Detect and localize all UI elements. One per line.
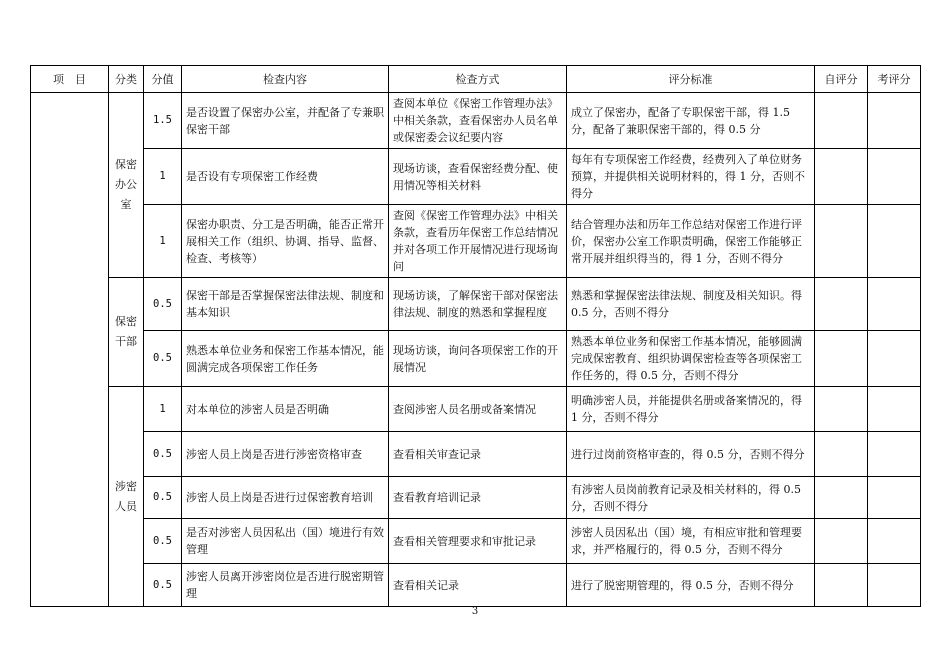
self-score-cell[interactable] [815,432,868,477]
self-score-cell[interactable] [815,205,868,278]
category-cell: 涉密人员 [109,387,144,607]
header-category: 分类 [109,66,144,93]
content-cell: 保密办职责、分工是否明确，能否正常开展相关工作（组织、协调、指导、监督、检查、考核等） [182,205,389,278]
score-cell: 0.5 [144,477,182,519]
exam-score-cell[interactable] [868,93,921,149]
standard-cell: 熟悉和掌握保密法律法规、制度及相关知识。得 0.5 分，否则不得分 [567,278,815,331]
method-cell: 查阅涉密人员名册或备案情况 [389,387,567,432]
content-cell: 熟悉本单位业务和保密工作基本情况，能圆满完成各项保密工作任务 [182,331,389,387]
exam-score-cell[interactable] [868,519,921,564]
self-score-cell[interactable] [815,564,868,607]
exam-score-cell[interactable] [868,205,921,278]
content-cell: 涉密人员上岗是否进行过保密教育培训 [182,477,389,519]
exam-score-cell[interactable] [868,432,921,477]
table-row [31,205,921,278]
score-cell: 0.5 [144,432,182,477]
standard-cell: 进行过岗前资格审查的，得 0.5 分，否则不得分 [567,432,815,477]
score-cell: 0.5 [144,331,182,387]
method-cell: 查阅《保密工作管理办法》中相关条款，查看历年保密工作总结情况并对各项工作开展情况进行现场询问 [389,205,567,278]
score-cell: 1 [144,387,182,432]
table-row [31,387,921,432]
exam-score-cell[interactable] [868,477,921,519]
standard-cell: 进行了脱密期管理的，得 0.5 分，否则不得分 [567,564,815,607]
table-row [31,477,921,519]
method-cell: 现场访谈，了解保密干部对保密法律法规、制度的熟悉和掌握程度 [389,278,567,331]
inspection-table [30,65,921,607]
score-cell: 0.5 [144,278,182,331]
score-cell: 1.5 [144,93,182,149]
standard-cell: 结合管理办法和历年工作总结对保密工作进行评价，保密办公室工作职责明确，保密工作能够正常开展并组织得当的，得 1 分，否则不得分 [567,205,815,278]
content-cell: 保密干部是否掌握保密法律法规、制度和基本知识 [182,278,389,331]
self-score-cell[interactable] [815,278,868,331]
score-cell: 0.5 [144,564,182,607]
table-row [31,93,921,149]
self-score-cell[interactable] [815,387,868,432]
score-cell: 0.5 [144,519,182,564]
standard-cell: 涉密人员因私出（国）境，有相应审批和管理要求，并严格履行的，得 0.5 分，否则不得分 [567,519,815,564]
self-score-cell[interactable] [815,331,868,387]
category-cell: 保密办公室 [109,93,144,278]
project-cell [31,93,109,607]
method-cell: 查看相关审查记录 [389,432,567,477]
content-cell: 对本单位的涉密人员是否明确 [182,387,389,432]
header-project: 项 目 [31,66,109,93]
method-cell: 查看教育培训记录 [389,477,567,519]
exam-score-cell[interactable] [868,278,921,331]
self-score-cell[interactable] [815,477,868,519]
exam-score-cell[interactable] [868,387,921,432]
self-score-cell[interactable] [815,93,868,149]
standard-cell: 每年有专项保密工作经费，经费列入了单位财务预算，并提供相关说明材料的，得 1 分，否则不得分 [567,149,815,205]
self-score-cell[interactable] [815,519,868,564]
standard-cell: 成立了保密办，配备了专职保密干部，得 1.5 分，配备了兼职保密干部的，得 0.5 分 [567,93,815,149]
table-row [31,149,921,205]
score-cell: 1 [144,205,182,278]
exam-score-cell[interactable] [868,149,921,205]
content-cell: 涉密人员上岗是否进行涉密资格审查 [182,432,389,477]
method-cell: 查看相关记录 [389,564,567,607]
score-cell: 1 [144,149,182,205]
table-row [31,278,921,331]
method-cell: 查阅本单位《保密工作管理办法》中相关条款，查看保密办人员名单或保密委会议纪要内容 [389,93,567,149]
header-exam-score: 考评分 [868,66,921,93]
header-row [31,66,921,93]
table-row [31,331,921,387]
content-cell: 涉密人员离开涉密岗位是否进行脱密期管理 [182,564,389,607]
exam-score-cell[interactable] [868,331,921,387]
method-cell: 现场访谈，查看保密经费分配、使用情况等相关材料 [389,149,567,205]
header-content: 检查内容 [182,66,389,93]
header-method: 检查方式 [389,66,567,93]
standard-cell: 熟悉本单位业务和保密工作基本情况，能够圆满完成保密教育、组织协调保密检查等各项保密工作任务的，得 0.5 分，否则不得分 [567,331,815,387]
exam-score-cell[interactable] [868,564,921,607]
self-score-cell[interactable] [815,149,868,205]
header-score: 分值 [144,66,182,93]
table-row [31,519,921,564]
method-cell: 现场访谈，询问各项保密工作的开展情况 [389,331,567,387]
table-row [31,432,921,477]
method-cell: 查看相关管理要求和审批记录 [389,519,567,564]
content-cell: 是否对涉密人员因私出（国）境进行有效管理 [182,519,389,564]
standard-cell: 有涉密人员岗前教育记录及相关材料的，得 0.5 分，否则不得分 [567,477,815,519]
page-number: 3 [471,606,479,617]
content-cell: 是否设有专项保密工作经费 [182,149,389,205]
content-cell: 是否设置了保密办公室，并配备了专兼职保密干部 [182,93,389,149]
header-standard: 评分标准 [567,66,815,93]
table-row [31,564,921,607]
standard-cell: 明确涉密人员，并能提供名册或备案情况的，得 1 分，否则不得分 [567,387,815,432]
category-cell: 保密干部 [109,278,144,387]
header-self-score: 自评分 [815,66,868,93]
